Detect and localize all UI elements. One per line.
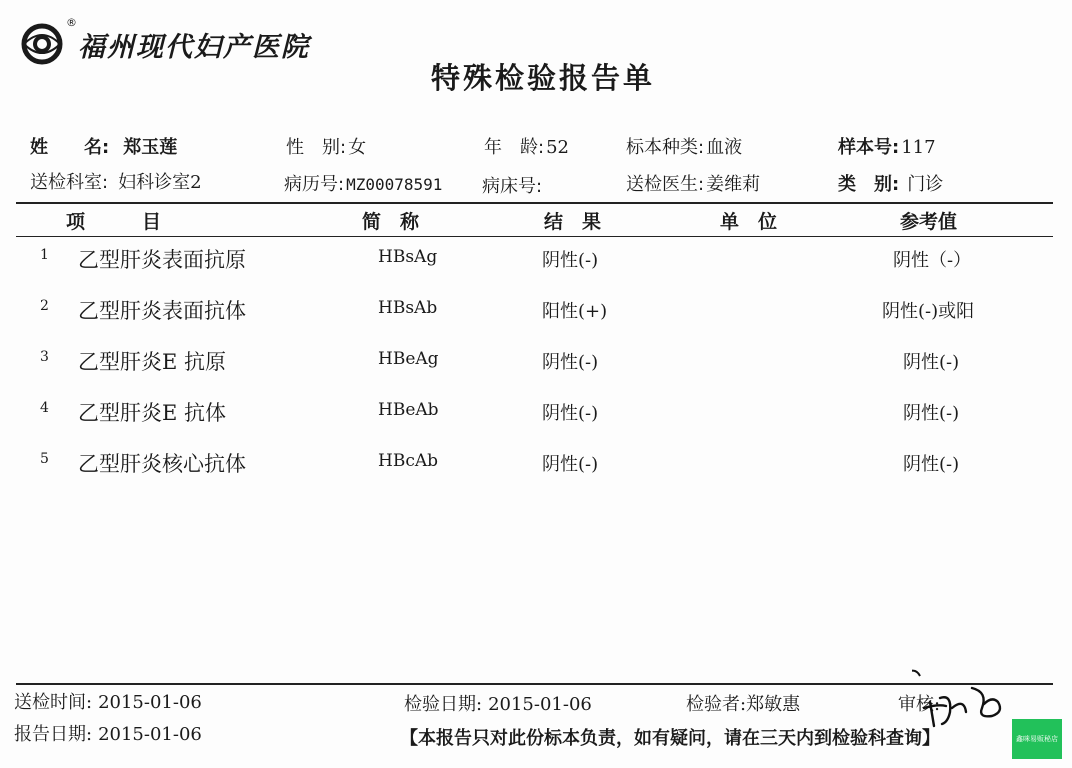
referring-doctor-label: 送检医生: [626,174,705,195]
referring-doctor-value: 姜维莉 [706,174,761,195]
test-item-name: 乙型肝炎表面抗原 [78,248,246,272]
test-abbreviation: HBsAg [378,247,438,267]
test-result: 阴性(-) [542,403,599,424]
tester-value: 郑敏惠 [746,694,801,715]
department-value: 妇科诊室2 [118,172,202,193]
reference-value: 阴性(-) [903,403,960,424]
row-number: 3 [40,349,49,365]
test-date-field [404,690,592,716]
sample-number-field [838,133,936,159]
visit-category-field [838,170,943,196]
specimen-type-label: 标本种类: [626,137,705,158]
shop-badge: 鑫咪易贩秘店 [1012,719,1062,759]
registered-mark: ® [66,16,77,29]
patient-sex-field [286,133,366,159]
test-item-name: 乙型肝炎E 抗体 [78,401,227,425]
column-header-result: 结 果 [544,211,602,233]
hospital-name: 福州现代妇产医院 [78,31,310,63]
visit-category-value: 门诊 [907,174,944,195]
report-date-field [14,720,202,746]
tester-field [686,690,800,716]
sample-number-value: 117 [901,137,936,158]
table-row [0,451,1072,491]
reference-value: 阴性（-） [893,250,972,271]
submit-time-label: 送检时间: [14,692,93,713]
test-item-name: 乙型肝炎表面抗体 [78,299,246,323]
department-label: 送检科室: [30,172,109,193]
test-abbreviation: HBsAb [378,298,438,318]
tester-label: 检验者: [686,694,747,715]
column-header-abbr: 简 称 [362,211,420,233]
patient-age-label: 年 龄: [484,137,545,158]
table-row [0,400,1072,440]
patient-age-value: 52 [546,137,569,158]
test-abbreviation: HBeAb [378,400,439,420]
patient-name-value: 郑玉莲 [123,137,178,158]
report-date-value: 2015-01-06 [98,724,202,745]
patient-sex-value: 女 [348,137,367,158]
table-row [0,247,1072,287]
table-top-rule [16,202,1053,204]
column-header-item: 项 目 [66,211,162,233]
patient-name-label: 姓 名: [30,137,110,158]
row-number: 5 [40,451,49,467]
test-result: 阴性(-) [542,352,599,373]
reviewer-label: 审核: [898,694,941,715]
reference-value: 阴性(-)或阳 [882,301,975,322]
medical-record-field [284,170,442,196]
row-number: 4 [40,400,49,416]
test-result: 阴性(-) [542,454,599,475]
table-row [0,298,1072,338]
patient-name-field [30,133,177,159]
reference-value: 阴性(-) [903,454,960,475]
reviewer-signature [912,668,1012,728]
test-abbreviation: HBeAg [378,349,439,369]
column-header-reference: 参考值 [900,211,958,233]
test-date-label: 检验日期: [404,694,483,715]
disclaimer-note: 【本报告只对此份标本负责，如有疑问，请在三天内到检验科查询】 [400,728,940,749]
table-header-rule [16,236,1053,237]
test-abbreviation: HBcAb [378,451,438,471]
test-date-value: 2015-01-06 [488,694,592,715]
medical-record-label: 病历号: [284,174,345,195]
sample-number-label: 样本号: [838,137,900,158]
medical-record-value: MZ00078591 [346,175,443,194]
patient-age-field [484,133,569,159]
visit-category-label: 类 别: [838,174,900,195]
test-result: 阴性(-) [542,250,599,271]
report-date-label: 报告日期: [14,724,93,745]
referring-doctor-field [626,170,760,196]
column-header-unit: 单 位 [720,211,778,233]
department-field [30,168,202,194]
bed-number-label: 病床号: [482,176,543,197]
footer-rule [16,683,1053,685]
reference-value: 阴性(-) [903,352,960,373]
specimen-type-field [626,133,742,159]
submit-time-field [14,688,202,714]
test-result: 阳性(+) [542,301,608,322]
row-number: 2 [40,298,49,314]
bed-number-field [482,172,544,198]
test-item-name: 乙型肝炎E 抗原 [78,350,227,374]
test-item-name: 乙型肝炎核心抗体 [78,452,246,476]
patient-sex-label: 性 别: [286,137,347,158]
submit-time-value: 2015-01-06 [98,692,202,713]
row-number: 1 [40,247,49,263]
specimen-type-value: 血液 [706,137,743,158]
report-title: 特殊检验报告单 [430,61,655,95]
table-row [0,349,1072,389]
